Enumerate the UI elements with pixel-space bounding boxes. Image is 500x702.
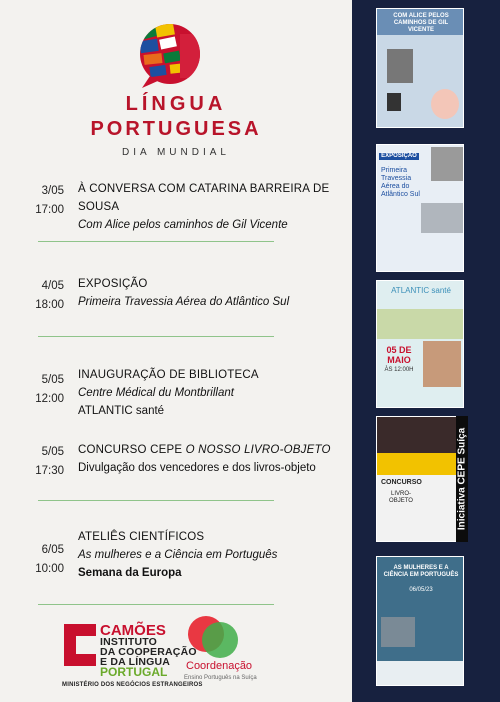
camoes-name: CAMÕES <box>100 622 166 639</box>
poster-book <box>387 93 401 111</box>
coordination-title: Coordenação <box>186 660 253 672</box>
camoes-subtitle <box>100 637 197 667</box>
camoes-country: PORTUGAL <box>100 665 168 679</box>
event-time: 17:30 <box>35 465 64 477</box>
event-text <box>78 180 348 234</box>
event-time: 17:00 <box>35 204 64 216</box>
event-text <box>78 275 348 311</box>
event-day: 4/05 <box>41 280 64 292</box>
event-subtitle: Centre Médical du Montbrillant <box>78 387 234 399</box>
poster-title: COM ALICE PELOS CAMINHOS DE GIL VICENTE <box>393 13 449 33</box>
language-logo-icon <box>120 20 216 90</box>
separator <box>38 500 274 501</box>
poster-photo <box>381 617 415 647</box>
event-extra: ATLANTIC santé <box>78 405 165 417</box>
event-title <box>78 441 348 459</box>
event-date <box>22 183 64 218</box>
event-title: ATELIÊS CIENTÍFICOS <box>78 531 205 543</box>
coordination-subtitle: Ensino Português na Suíça <box>184 675 257 681</box>
poster-alice[interactable] <box>376 8 464 128</box>
poster-title: CONCURSO <box>381 479 422 486</box>
event-date <box>22 542 64 577</box>
event-day: 5/05 <box>41 446 64 458</box>
poster-date: 05 DE MAIO <box>386 345 412 365</box>
event-title: EXPOSIÇÃO <box>78 278 148 290</box>
event-title-plain: CONCURSO CEPE <box>78 444 186 456</box>
poster-portrait <box>431 89 459 119</box>
poster-title: ATLANTIC santé <box>391 286 451 295</box>
poster-title: EXPOSIÇÃO <box>379 153 419 160</box>
event-text <box>78 366 348 420</box>
event-subtitle: Primeira Travessia Aérea do Atlântico Sul <box>78 296 290 308</box>
event-time: 12:00 <box>35 393 64 405</box>
event-subtitle: As mulheres e a Ciência em Português <box>78 549 278 561</box>
event-subtitle: Com Alice pelos caminhos de Gil Vicente <box>78 219 288 231</box>
poster-date: 06/05/23 <box>409 587 433 593</box>
camoes-ministry: MINISTÉRIO DOS NEGÓCIOS ESTRANGEIROS <box>62 682 203 688</box>
poster-mulheres[interactable] <box>376 556 464 686</box>
event-date <box>22 444 64 479</box>
event-extra: Semana da Europa <box>78 567 182 579</box>
poster-concurso[interactable] <box>376 416 464 542</box>
poster-banner <box>377 309 464 339</box>
event-time: 18:00 <box>35 299 64 311</box>
poster-photo <box>387 49 413 83</box>
camoes-logo-icon <box>62 622 100 668</box>
camoes-sub-line: E DA LÍNGUA <box>100 656 171 668</box>
poster-photo <box>431 147 463 181</box>
poster-time: ÀS 12:00H <box>384 367 414 373</box>
event-title: À CONVERSA COM CATARINA BARREIRA DE SOUSA <box>78 183 330 213</box>
event-date <box>22 372 64 407</box>
poster-subtitle: LIVRO-OBJETO <box>389 491 413 504</box>
event-title-italic: O NOSSO LIVRO-OBJETO <box>185 444 331 456</box>
event-text <box>78 528 348 582</box>
poster-books <box>423 341 461 387</box>
separator <box>38 241 274 242</box>
camoes-sub-line: INSTITUTO <box>100 636 158 648</box>
event-title: INAUGURAÇÃO DE BIBLIOTECA <box>78 369 259 381</box>
brand-subtitle: PORTUGUESA <box>90 118 262 140</box>
coordination-logo-icon <box>184 612 244 662</box>
brand-title: LÍNGUA <box>125 93 227 115</box>
event-time: 10:00 <box>35 563 64 575</box>
brand-tagline: DIA MUNDIAL <box>122 147 230 158</box>
poster-title: AS MULHERES E A CIÊNCIA EM PORTUGUÊS <box>383 565 459 578</box>
poster-subtitle: Primeira Travessia Aérea do Atlântico Sul <box>381 167 420 198</box>
poster-photo <box>377 417 457 453</box>
poster-plane-photo <box>421 203 463 233</box>
poster-exposicao[interactable] <box>376 144 464 272</box>
vertical-label-text: Iniciativa CEPE Suíça <box>456 427 468 531</box>
separator <box>38 336 274 337</box>
event-day: 6/05 <box>41 544 64 556</box>
poster-footer <box>377 661 464 686</box>
event-text <box>78 441 348 477</box>
poster-atlantic[interactable] <box>376 280 464 408</box>
vertical-label <box>455 416 469 542</box>
event-date <box>22 278 64 313</box>
poster-band <box>377 453 457 475</box>
camoes-sub-line: DA COOPERAÇÃO <box>100 646 197 658</box>
event-day: 5/05 <box>41 374 64 386</box>
event-day: 3/05 <box>41 185 64 197</box>
event-subtitle: Divulgação dos vencedores e dos livros-objeto <box>78 462 316 474</box>
separator <box>38 604 274 605</box>
